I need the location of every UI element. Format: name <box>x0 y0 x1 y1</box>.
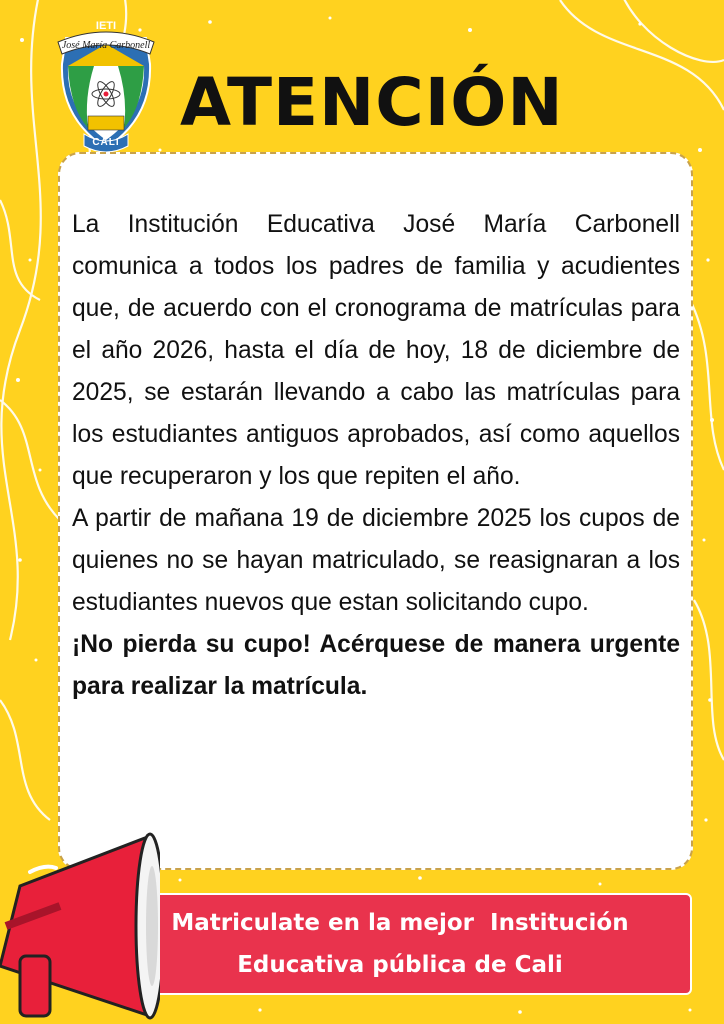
notice-paragraph-2: A partir de mañana 19 de diciembre 2025 los cupos de quienes no se hayan matriculado, se reasignaran a los estudiantes nuevos que estan solicitando cupo. <box>72 505 680 616</box>
logo-ieti-label: IETI <box>95 20 117 32</box>
banner-line-1: Matriculate en la mejor Institución <box>171 910 629 936</box>
notice-body <box>72 204 680 708</box>
logo-ribbon-text: José María Carbonell <box>61 40 151 51</box>
promo-banner-text <box>110 902 690 986</box>
school-logo <box>54 8 158 158</box>
page-title: ATENCIÓN <box>180 64 564 141</box>
call-to-action: ¡No pierda su cupo! Acérquese de manera urgente para realizar la matrícula. <box>72 631 680 700</box>
notice-paragraph-1: La Institución Educativa José María Carbonell comunica a todos los padres de familia y acudientes que, de acuerdo con el cronograma de matrículas para el año 2026, hasta el día de hoy, 18 de diciembre de 2025, se estarán llevando a cabo las matrículas para los estudiantes antiguos aprobados, así como aquellos que recuperaron y los que repiten el año. <box>72 211 680 490</box>
megaphone-icon <box>0 816 160 1024</box>
logo-cali-label: CALI <box>92 137 120 148</box>
banner-line-2: Educativa pública de Cali <box>237 952 563 978</box>
